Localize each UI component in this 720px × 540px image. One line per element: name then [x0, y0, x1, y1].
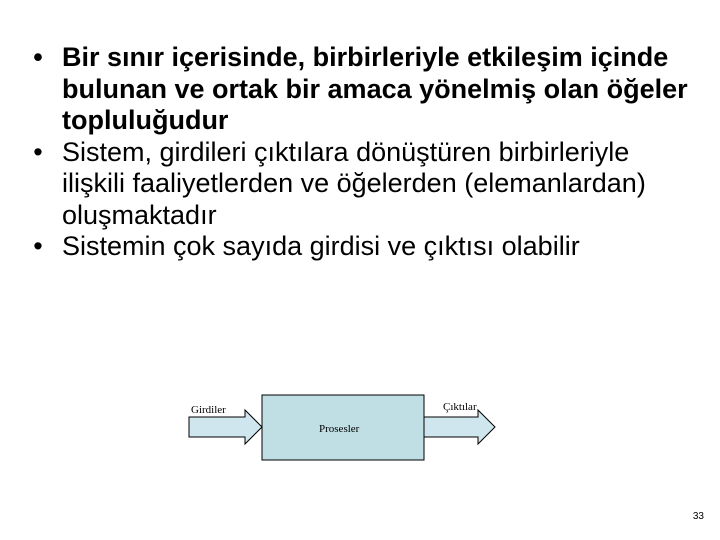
page-number: 33: [692, 511, 704, 522]
bullet-marker: •: [33, 42, 43, 72]
bullet-text: Sistemin çok sayıda girdisi ve çıktısı olabilir: [62, 231, 580, 261]
bullet-marker: •: [33, 136, 43, 167]
output-label: Çıktılar: [443, 401, 477, 413]
process-label: Prosesler: [319, 423, 360, 435]
bullet-marker: •: [33, 231, 43, 261]
input-label: Girdiler: [191, 404, 226, 416]
bullet-text: Sistem, girdileri çıktılara dönüştüren birbirleriyle ilişkili faaliyetlerden ve öğelerden (elemanlardan) oluşmaktadır: [62, 136, 646, 230]
output-arrow: [424, 410, 495, 444]
bullet-text: Bir sınır içerisinde, birbirleriyle etkileşim içinde bulunan ve ortak bir amaca yönelmiş olan öğeler topluluğudur: [62, 42, 688, 135]
